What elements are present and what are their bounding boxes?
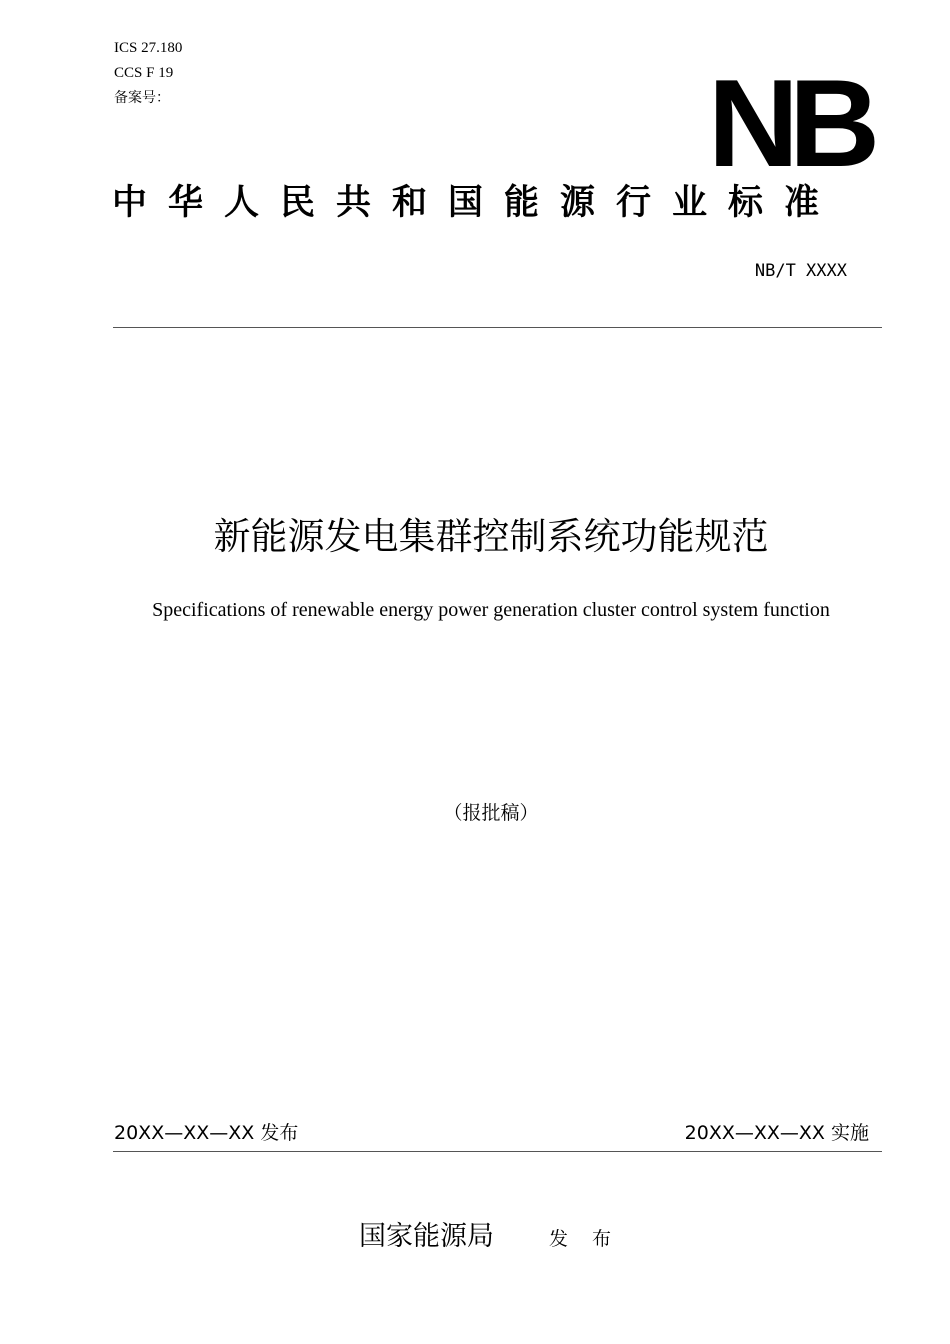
document-title-chinese: 新能源发电集群控制系统功能规范: [213, 515, 769, 558]
publish-date: 20XX—XX—XX 发布: [114, 1122, 299, 1144]
publish-label: 发布: [549, 1228, 636, 1250]
ccs-code: CCS F 19: [114, 65, 174, 81]
record-number-label: 备案号：: [114, 90, 170, 106]
ics-code: ICS 27.180: [114, 40, 183, 56]
document-title-english: Specifications of renewable energy power generation cluster control system function: [152, 599, 830, 621]
header-divider: [113, 327, 882, 328]
draft-status: （报批稿）: [443, 802, 539, 824]
footer-divider: [113, 1151, 882, 1152]
implementation-date: 20XX—XX—XX 实施: [684, 1122, 869, 1144]
publisher-name: 国家能源局: [359, 1221, 494, 1252]
standard-category-heading: 中华人民共和国能源行业标准: [112, 183, 841, 223]
standard-number: NB/T XXXX: [754, 261, 847, 281]
nb-logo: NB: [707, 55, 870, 193]
